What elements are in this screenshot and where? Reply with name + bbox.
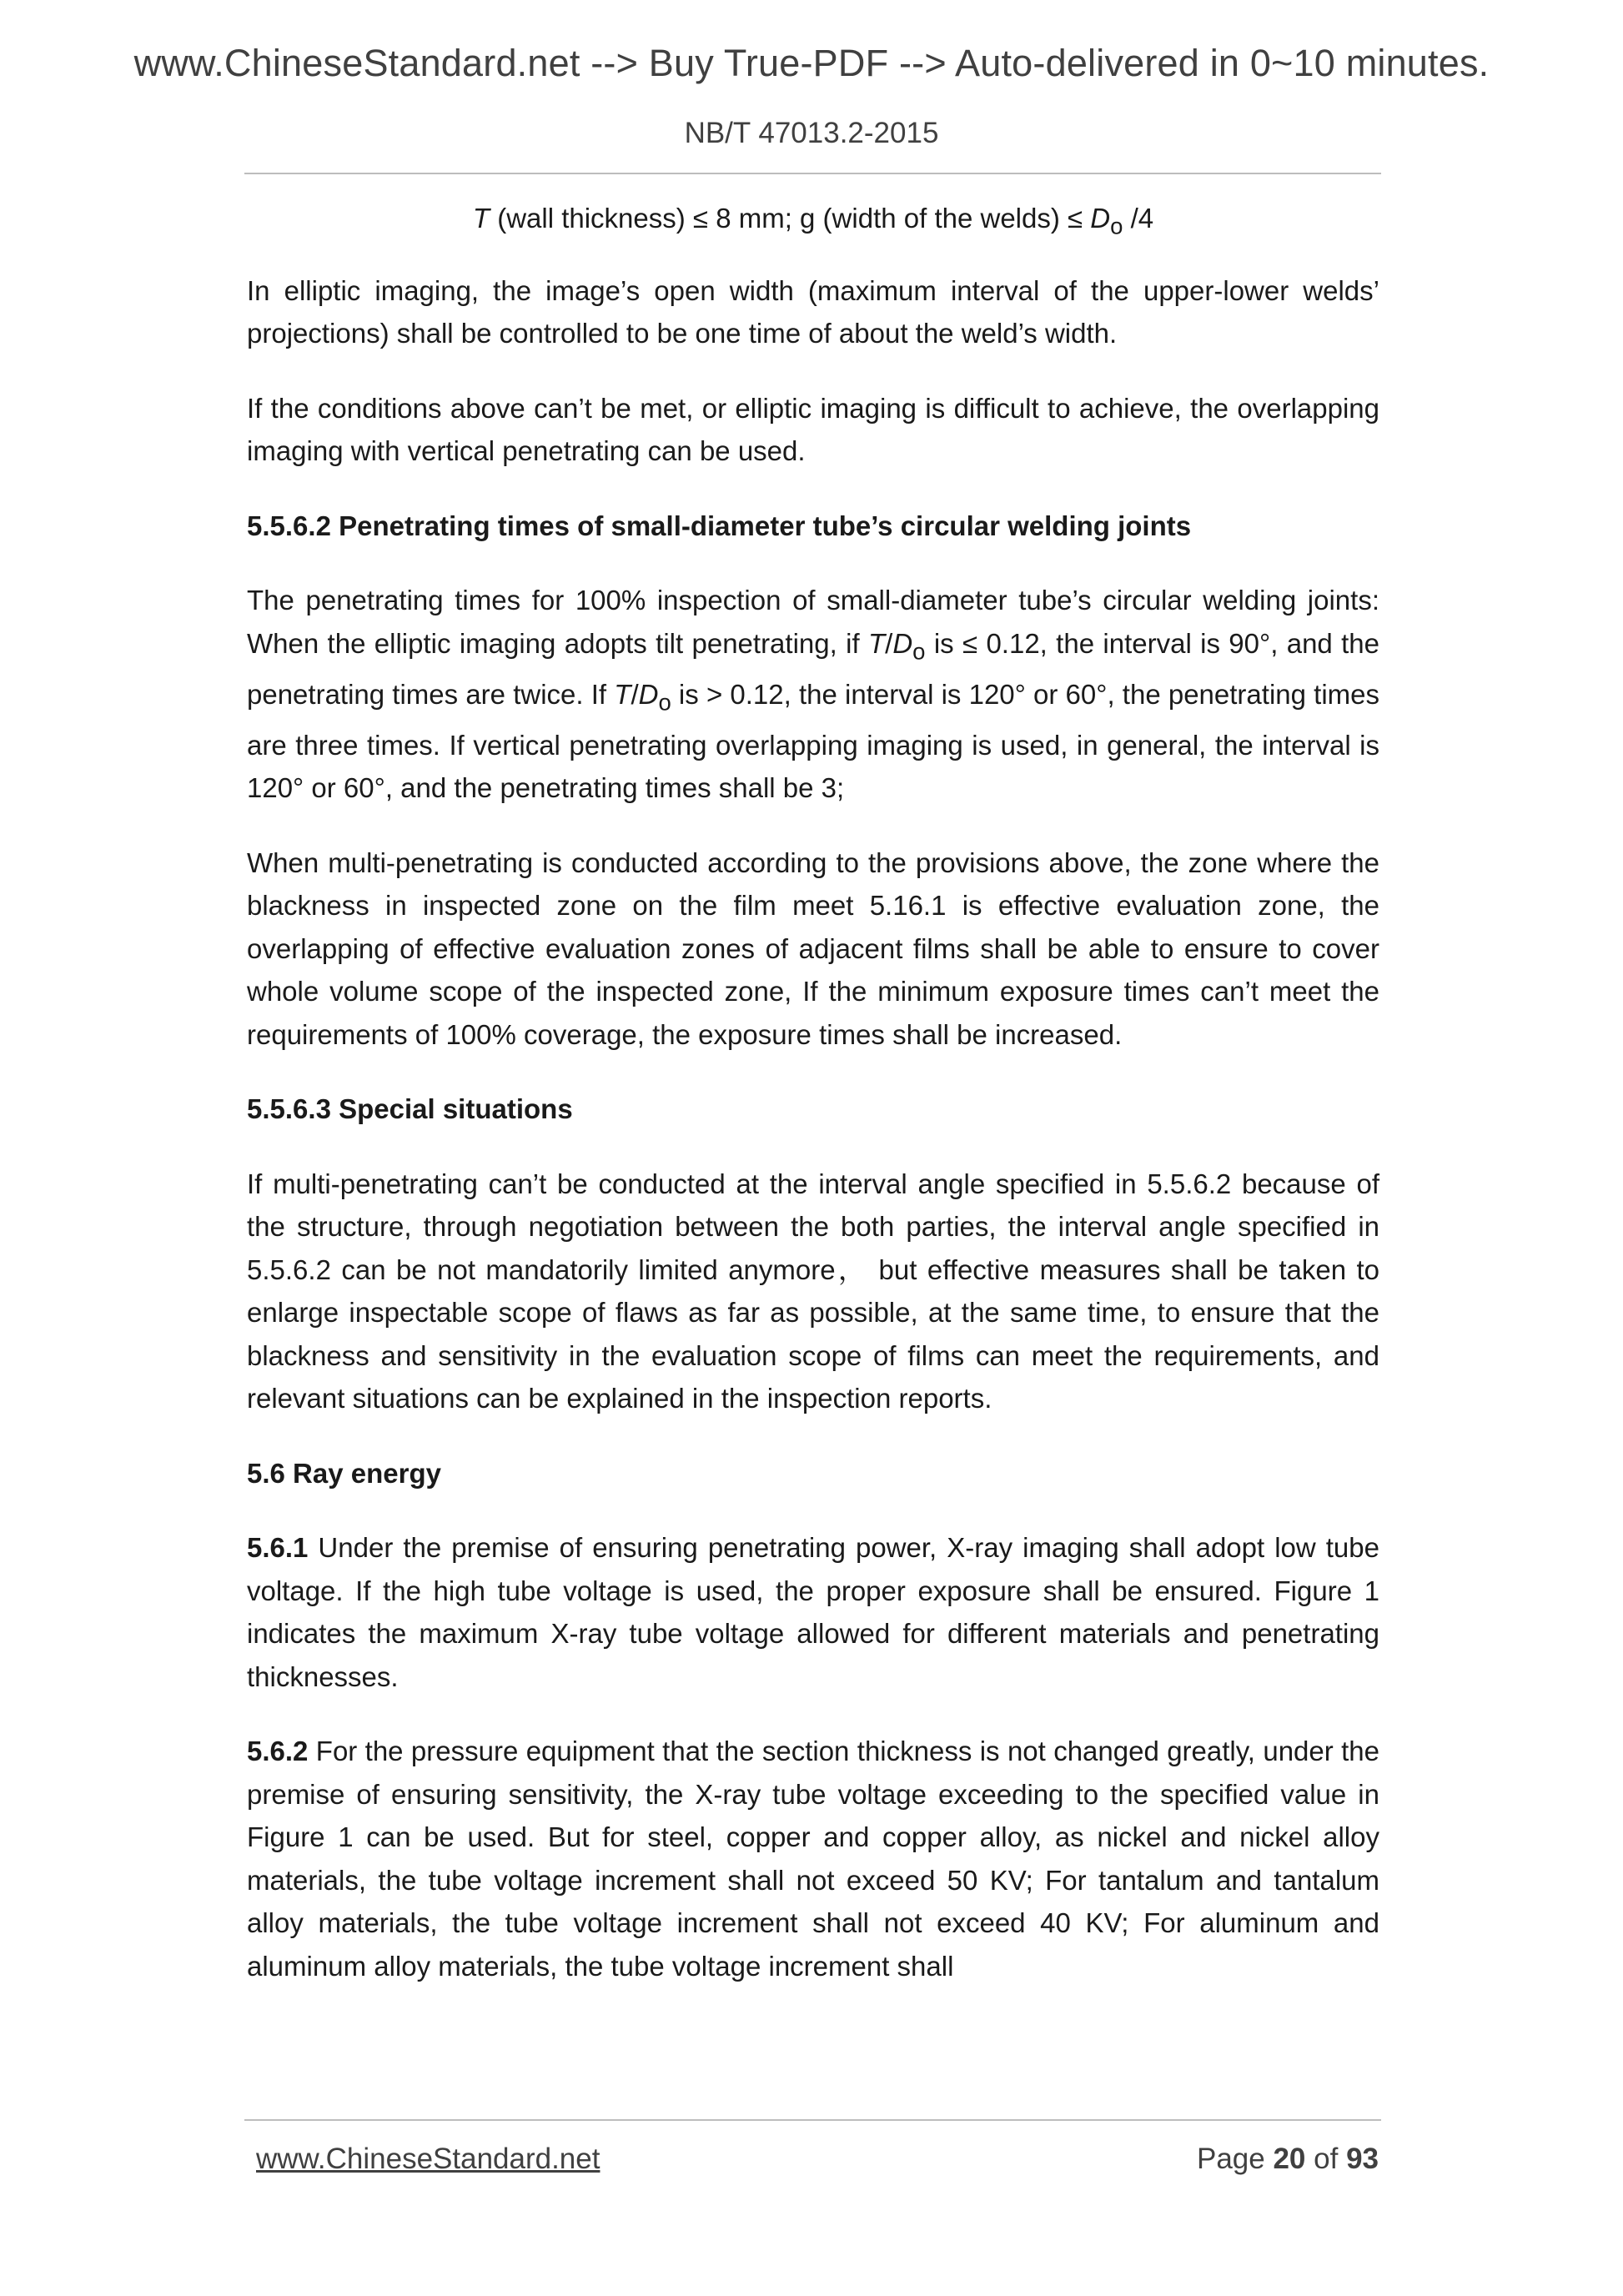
paragraph-5-6-2 <box>247 1730 1379 1987</box>
clause-number-5-6-2: 5.6.2 <box>247 1736 309 1767</box>
heading-5-5-6-3: 5.5.6.3 Special situations <box>247 1093 573 1125</box>
p3-part-c: is > 0.12, the interval is 120° or 60°, the penetrating times are three times. If vertical penetrating overlapping imaging is used, in general, the interval is 120° or 60°, and the penetrating times shall be 3; <box>247 678 1380 804</box>
formula-tail: /4 <box>1123 203 1154 234</box>
p3-slash2: / <box>631 678 639 710</box>
header-divider <box>244 173 1381 174</box>
page-number: 20 <box>1273 2143 1306 2175</box>
formula-t: T <box>472 203 490 234</box>
standard-code: NB/T 47013.2-2015 <box>684 117 939 149</box>
p3-t1: T <box>867 627 886 659</box>
paragraph-5-6-1 <box>247 1526 1379 1698</box>
p3-d1: D <box>892 627 913 659</box>
p3-t2: T <box>614 678 631 710</box>
p3-part-a: The penetrating times for 100% inspection of small-diameter tube’s circular welding joints: When the elliptic imaging adopts tilt penetrating, if <box>247 585 1379 659</box>
p3-part-b: is ≤ 0.12, the interval is 90°, and the penetrating times are twice. If <box>247 627 1379 710</box>
page-label: Page <box>1196 2143 1265 2175</box>
paragraph-multi-penetrating: When multi-penetrating is conducted according to the provisions above, the zone where the blackness in inspected zone on the film meet 5.16.1 is effective evaluation zone, the overlapping of effective evaluation zones of adjacent films shall be able to ensure to cover whole volume scope of the inspected zone, If the minimum exposure times can’t meet the requirements of 100% coverage, the exposure times shall be increased. <box>247 847 1379 1050</box>
paragraph-elliptic-width: In elliptic imaging, the image’s open width (maximum interval of the upper-lower welds’ projections) shall be controlled to be one time of about the weld’s width. <box>247 274 1379 349</box>
p3-d2: D <box>638 678 659 710</box>
wall-thickness-formula <box>247 197 1379 240</box>
paragraph-penetrating-times <box>247 579 1379 810</box>
paragraph-overlapping-imaging: If the conditions above can’t be met, or elliptic imaging is difficult to achieve, the overlapping imaging with vertical penetrating can be used. <box>247 392 1379 466</box>
of-label: of <box>1314 2143 1339 2175</box>
p3-slash1: / <box>885 627 893 659</box>
p3-sub1: o <box>912 638 926 665</box>
footer-divider <box>244 2119 1381 2121</box>
paragraph-5-6-1-text: Under the premise of ensuring penetrating power, X-ray imaging shall adopt low tube voltage. If the high tube voltage is used, the proper exposure shall be ensured. Figure 1 indicates the maximum X-ray tube voltage allowed for different materials and penetrating thicknesses. <box>247 1532 1379 1692</box>
total-pages: 93 <box>1346 2143 1379 2175</box>
site-banner: www.ChineseStandard.net --> Buy True-PDF --> Auto-delivered in 0~10 minutes. <box>133 42 1490 84</box>
paragraph-special-situations: If multi-penetrating can’t be conducted at the interval angle specified in 5.5.6.2 because of the structure, through negotiation between the both parties, the interval angle specified in 5.5.6.2 can be not mandatorily limited anymore， but effective measures shall be taken to enlarge inspectable scope of flaws as far as possible, at the same time, to ensure that the blackness and sensitivity in the evaluation scope of films can meet the requirements, and relevant situations can be explained in the inspection reports. <box>247 1168 1379 1414</box>
heading-5-6: 5.6 Ray energy <box>247 1457 441 1489</box>
formula-d: D <box>1090 203 1111 234</box>
clause-number-5-6-1: 5.6.1 <box>247 1532 309 1564</box>
document-body <box>247 197 1379 2019</box>
p3-sub2: o <box>658 689 671 716</box>
formula-subscript: o <box>1110 213 1123 239</box>
heading-5-5-6-2: 5.5.6.2 Penetrating times of small-diameter tube’s circular welding joints <box>247 510 1192 541</box>
paragraph-5-6-2-text: For the pressure equipment that the section thickness is not changed greatly, under the premise of ensuring sensitivity, the X-ray tube voltage exceeding to the specified value in Figure 1 can be used. But for steel, copper and copper alloy, as nickel and nickel alloy materials, the tube voltage increment shall not exceed 50 KV; For tantalum and tantalum alloy materials, the tube voltage increment shall not exceed 40 KV; For aluminum and aluminum alloy materials, the tube voltage increment shall <box>247 1736 1379 1982</box>
page-indicator <box>1197 2143 1379 2176</box>
footer-site-link[interactable]: www.ChineseStandard.net <box>256 2143 600 2175</box>
formula-wall-text: (wall thickness) ≤ 8 mm; g (width of the welds) ≤ <box>490 203 1091 234</box>
